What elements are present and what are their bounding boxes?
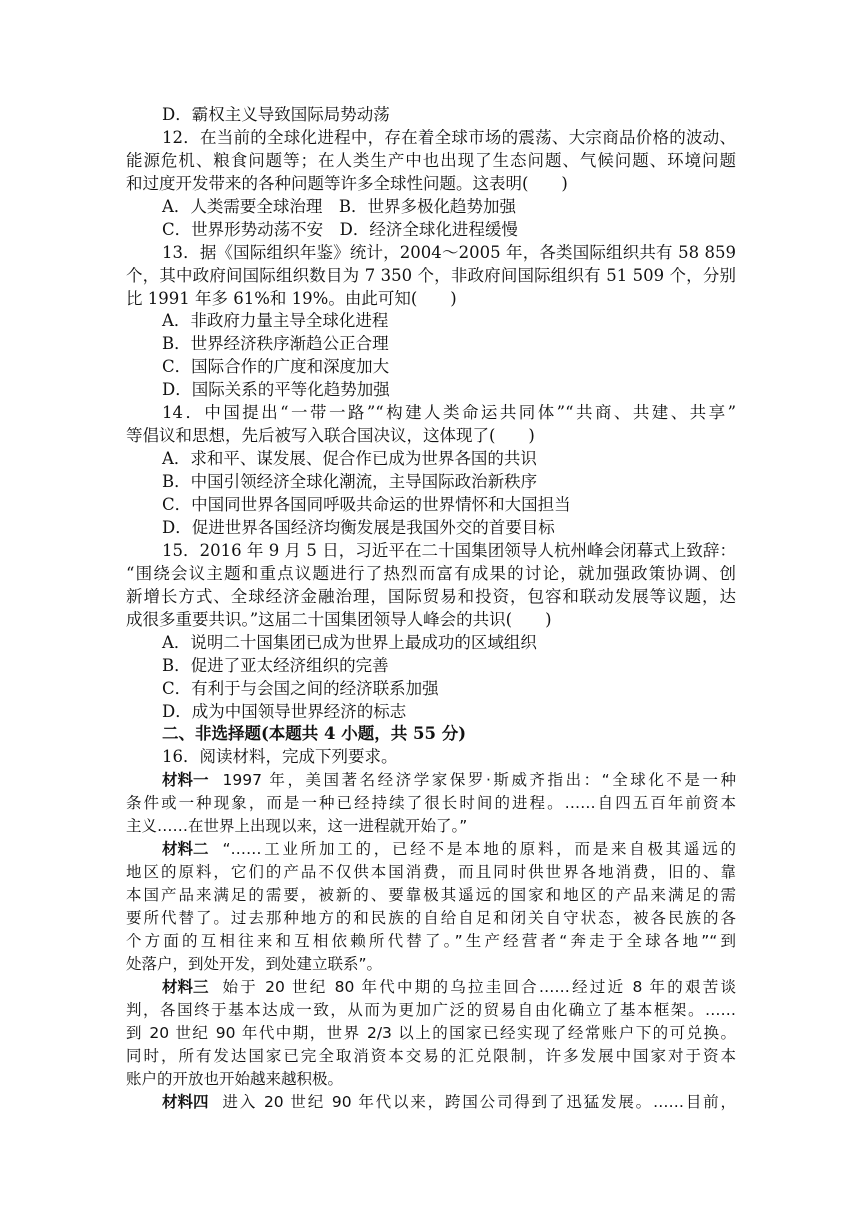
q14-option-d: D．促进世界各国经济均衡发展是我国外交的首要目标: [162, 518, 555, 537]
material-2-label: 材料二: [162, 840, 209, 858]
material-4-label: 材料四: [162, 1093, 209, 1111]
q12-options-cd: C．世界形势动荡不安 D．经济全球化进程缓慢: [162, 220, 518, 239]
q15-stem-line: 新增长方式、全球经济金融治理，国际贸易和投资，包容和联动发展等议题，达: [126, 587, 736, 606]
q14-stem-line: 等倡议和思想，先后被写入联合国决议，这体现了( ): [126, 426, 535, 445]
material-1-text: 1997 年，美国著名经济学家保罗·斯威齐指出：“全球化不是一种: [222, 771, 736, 789]
q15-stem-line: “围绕会议主题和重点议题进行了热烈而富有成果的讨论，就加强政策协调、创: [126, 564, 736, 583]
material-2-line: 本国产品来满足的需要，被新的、要靠极其遥远的国家和地区的产品来满足的需: [126, 886, 736, 904]
q12-stem-line: 能源危机、粮食问题等；在人类生产中也出现了生态问题、气候问题、环境问题: [126, 151, 736, 170]
material-3-line: 判，各国终于基本达成一致，从而为更加广泛的贸易自由化确立了基本框架。……: [126, 1001, 736, 1019]
q13-stem-line: 13．据《国际组织年鉴》统计，2004～2005 年，各类国际组织共有 58 859: [162, 243, 736, 262]
material-2-line: 地区的原料，它们的产品不仅供本国消费，而且同时供世界各地消费，旧的、靠: [126, 863, 736, 881]
material-3-line: [162, 976, 736, 998]
material-2-line: 处落户，到处开发，到处建立联系”。: [126, 955, 383, 973]
q15-option-b: B．促进了亚太经济组织的完善: [162, 656, 389, 675]
material-1-label: 材料一: [162, 771, 209, 789]
q15-stem-line: 15．2016 年 9 月 5 日，习近平在二十国集团领导人杭州峰会闭幕式上致辞：: [162, 541, 736, 560]
material-2-text: “……工业所加工的，已经不是本地的原料，而是来自极其遥远的: [222, 840, 736, 858]
q15-stem-line: 成很多重要共识。”这届二十国集团领导人峰会的共识( ): [126, 610, 552, 629]
q13-stem-line: 比 1991 年多 61%和 19%。由此可知( ): [126, 289, 457, 308]
material-3-line: 账户的开放也开始越来越积极。: [126, 1070, 344, 1088]
q12-options-ab: A．人类需要全球治理 B．世界多极化趋势加强: [162, 197, 517, 216]
material-4-line: [162, 1091, 736, 1113]
q13-stem-line: 个，其中政府间国际组织数目为 7 350 个，非政府间国际组织有 51 509 个，分别: [126, 266, 736, 285]
q14-option-c: C．中国同世界各国同呼吸共命运的世界情怀和大国担当: [162, 495, 571, 514]
q13-option-c: C．国际合作的广度和深度加大: [162, 357, 390, 376]
material-4-text: 进入 20 世纪 90 年代以来，跨国公司得到了迅猛发展。……目前，: [222, 1093, 736, 1111]
material-3-text: 始于 20 世纪 80 年代中期的乌拉圭回合……经过近 8 年的艰苦谈: [222, 978, 736, 996]
material-2-line: [162, 838, 736, 860]
q13-option-b: B．世界经济秩序渐趋公正合理: [162, 334, 389, 353]
q14-option-b: B．中国引领经济全球化潮流，主导国际政治新秩序: [162, 472, 538, 491]
q12-stem-line: 12．在当前的全球化进程中，存在着全球市场的震荡、大宗商品价格的波动、: [162, 128, 736, 147]
q14-option-a: A．求和平、谋发展、促合作已成为世界各国的共识: [162, 449, 537, 468]
material-2-line: 个方面的互相往来和互相依赖所代替了。”生产经营者“奔走于全球各地”“到: [126, 932, 736, 950]
material-2-line: 要所代替了。过去那种地方的和民族的自给自足和闭关自守状态，被各民族的各: [126, 909, 736, 927]
q13-option-a: A．非政府力量主导全球化进程: [162, 311, 389, 330]
material-1-line: [162, 769, 736, 791]
material-1-line: 条件或一种现象，而是一种已经持续了很长时间的进程。……自四五百年前资本: [126, 794, 736, 812]
q15-option-d: D．成为中国领导世界经济的标志: [162, 702, 407, 721]
material-1-line: 主义……在世界上出现以来，这一进程就开始了。”: [126, 817, 468, 835]
q11-option-d: D．霸权主义导致国际局势动荡: [162, 105, 390, 124]
material-3-line: 同时，所有发达国家已完全取消资本交易的汇兑限制，许多发展中国家对于资本: [126, 1047, 736, 1065]
material-3-label: 材料三: [162, 978, 209, 996]
material-3-line: 到 20 世纪 90 年代中期，世界 2/3 以上的国家已经实现了经常账户下的可兑换。: [126, 1024, 736, 1042]
q16-stem: 16．阅读材料，完成下列要求。: [162, 747, 398, 766]
q15-option-c: C．有利于与会国之间的经济联系加强: [162, 679, 439, 698]
q13-option-d: D．国际关系的平等化趋势加强: [162, 380, 390, 399]
q12-stem-line: 和过度开发带来的各种问题等许多全球性问题。这表明( ): [126, 174, 568, 193]
q15-option-a: A．说明二十国集团已成为世界上最成功的区域组织: [162, 633, 537, 652]
q14-stem-line: 14．中国提出“一带一路”“构建人类命运共同体”“共商、共建、共享”: [162, 403, 736, 422]
section-heading: 二、非选择题(本题共 4 小题，共 55 分): [162, 724, 467, 743]
